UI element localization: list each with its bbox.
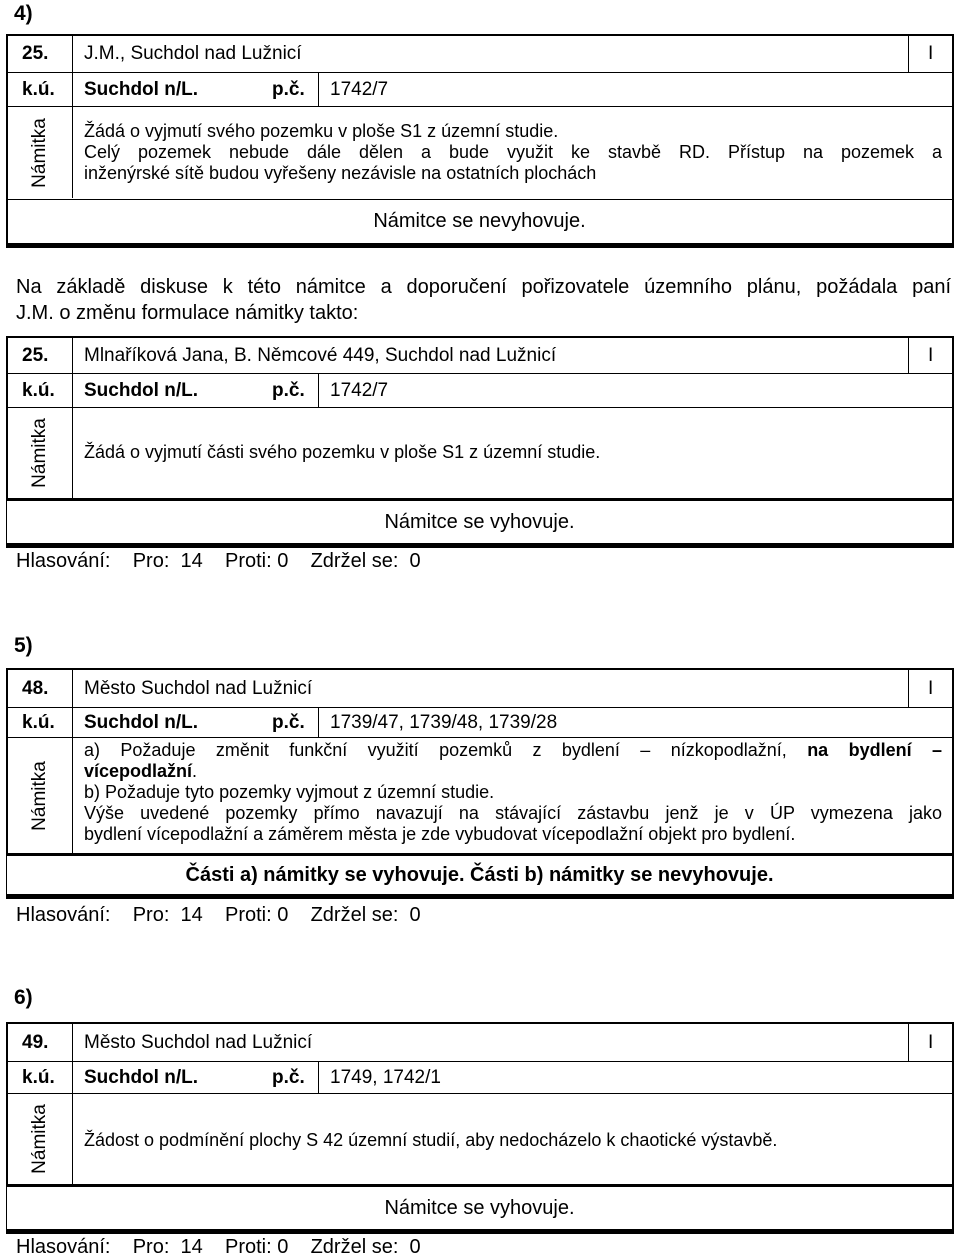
objection-number: 25.: [22, 43, 49, 64]
verdict-text: Námitce se vyhovuje.: [384, 1196, 575, 1219]
verdict-text: Námitce se vyhovuje.: [384, 510, 575, 533]
pc-value: 1739/47, 1739/48, 1739/28: [330, 711, 558, 733]
objection-text-row: [8, 1094, 952, 1184]
objection-text-row: [8, 738, 952, 853]
verdict-box: [6, 855, 954, 899]
section-heading-6: 6): [14, 986, 33, 1009]
objection-text: a) Požaduje změnit funkční využití pozemků z bydlení – nízkopodlažní, na bydlení – vícepodlažní. b) Požaduje tyto pozemky vyjmout z územní studie. Výše uvedené pozemky přímo navazují na stávající zástavbu jenž je v ÚP vymezena jako bydlení vícepodlažní a záměrem města je zde vybudovat vícepodlažní objekt pro bydlení.: [84, 740, 942, 844]
side-label: Námitka: [29, 418, 50, 488]
pc-label: p.č.: [272, 1066, 305, 1088]
parcel-row: [8, 708, 952, 738]
objection-author: J.M., Suchdol nad Lužnicí: [84, 43, 302, 64]
parcel-row: [8, 1062, 952, 1094]
verdict-text: Části a) námitky se vyhovuje. Části b) námitky se nevyhovuje.: [185, 863, 774, 886]
objection-category: I: [928, 43, 934, 64]
ku-value: Suchdol n/L.: [84, 711, 198, 733]
vote-line: Hlasování: Pro: 14 Proti: 0 Zdržel se: 0: [16, 904, 421, 926]
objection-number: 49.: [22, 1031, 49, 1053]
table-header-row: [8, 36, 952, 73]
objection-number: 48.: [22, 677, 49, 699]
verdict-box: [6, 1186, 954, 1234]
table-header-row: [8, 338, 952, 374]
side-label: Námitka: [29, 1104, 50, 1174]
section-heading-4: 4): [14, 2, 33, 25]
objection-number: 25.: [22, 344, 49, 366]
pc-value: 1749, 1742/1: [330, 1066, 441, 1088]
objection-text: Žádá o vyjmutí části svého pozemku v ploše S1 z územní studie.: [84, 442, 601, 462]
pc-label: p.č.: [272, 379, 305, 401]
objection-table-25-revised: [6, 336, 954, 500]
table-header-row: [8, 1024, 952, 1062]
side-label: Námitka: [29, 760, 50, 831]
objection-author: Mlnaříková Jana, B. Němcové 449, Suchdol nad Lužnicí: [84, 344, 557, 366]
verdict-text: Námitce se nevyhovuje.: [373, 210, 586, 232]
objection-category: I: [928, 1031, 934, 1053]
vote-line: Hlasování: Pro: 14 Proti: 0 Zdržel se: 0: [16, 550, 421, 572]
ku-label: k.ú.: [22, 711, 55, 733]
ku-label: k.ú.: [22, 379, 55, 401]
ku-value: Suchdol n/L.: [84, 78, 198, 100]
objection-table-49: [6, 1022, 954, 1186]
intro-paragraph: Na základě diskuse k této námitce a doporučení pořizovatele územního plánu, požádala paní J.M. o změnu formulace námitky takto:: [16, 276, 951, 324]
side-label: Námitka: [29, 117, 50, 188]
parcel-row: [8, 73, 952, 107]
objection-text: Žádá o vyjmutí svého pozemku v ploše S1 z územní studie. Celý pozemek nebude dále dělen a bude využit ke stavbě RD. Přístup na pozemek a inženýrské sítě budou vyřešeny nezávisle na ostatních plochách: [84, 121, 942, 183]
parcel-row: [8, 374, 952, 408]
ku-value: Suchdol n/L.: [84, 1066, 198, 1088]
pc-label: p.č.: [272, 711, 305, 733]
objection-author: Město Suchdol nad Lužnicí: [84, 1031, 313, 1053]
ku-value: Suchdol n/L.: [84, 379, 198, 401]
objection-category: I: [928, 677, 934, 699]
objection-author: Město Suchdol nad Lužnicí: [84, 677, 313, 699]
objection-text: Žádost o podmínění plochy S 42 územní studií, aby nedocházelo k chaotické výstavbě.: [84, 1130, 778, 1150]
objection-text-row: [8, 408, 952, 498]
vote-line: Hlasování: Pro: 14 Proti: 0 Zdržel se: 0: [16, 1236, 421, 1258]
ku-label: k.ú.: [22, 1066, 55, 1088]
objection-category: I: [928, 344, 934, 366]
verdict-box: [6, 500, 954, 548]
objection-table-48: [6, 668, 954, 855]
objection-text-row: [8, 107, 952, 198]
pc-value: 1742/7: [330, 379, 389, 401]
table-header-row: [8, 670, 952, 708]
ku-label: k.ú.: [22, 78, 55, 100]
pc-label: p.č.: [272, 78, 305, 100]
verdict-box: [6, 199, 954, 248]
pc-value: 1742/7: [330, 78, 389, 100]
section-heading-5: 5): [14, 634, 33, 657]
